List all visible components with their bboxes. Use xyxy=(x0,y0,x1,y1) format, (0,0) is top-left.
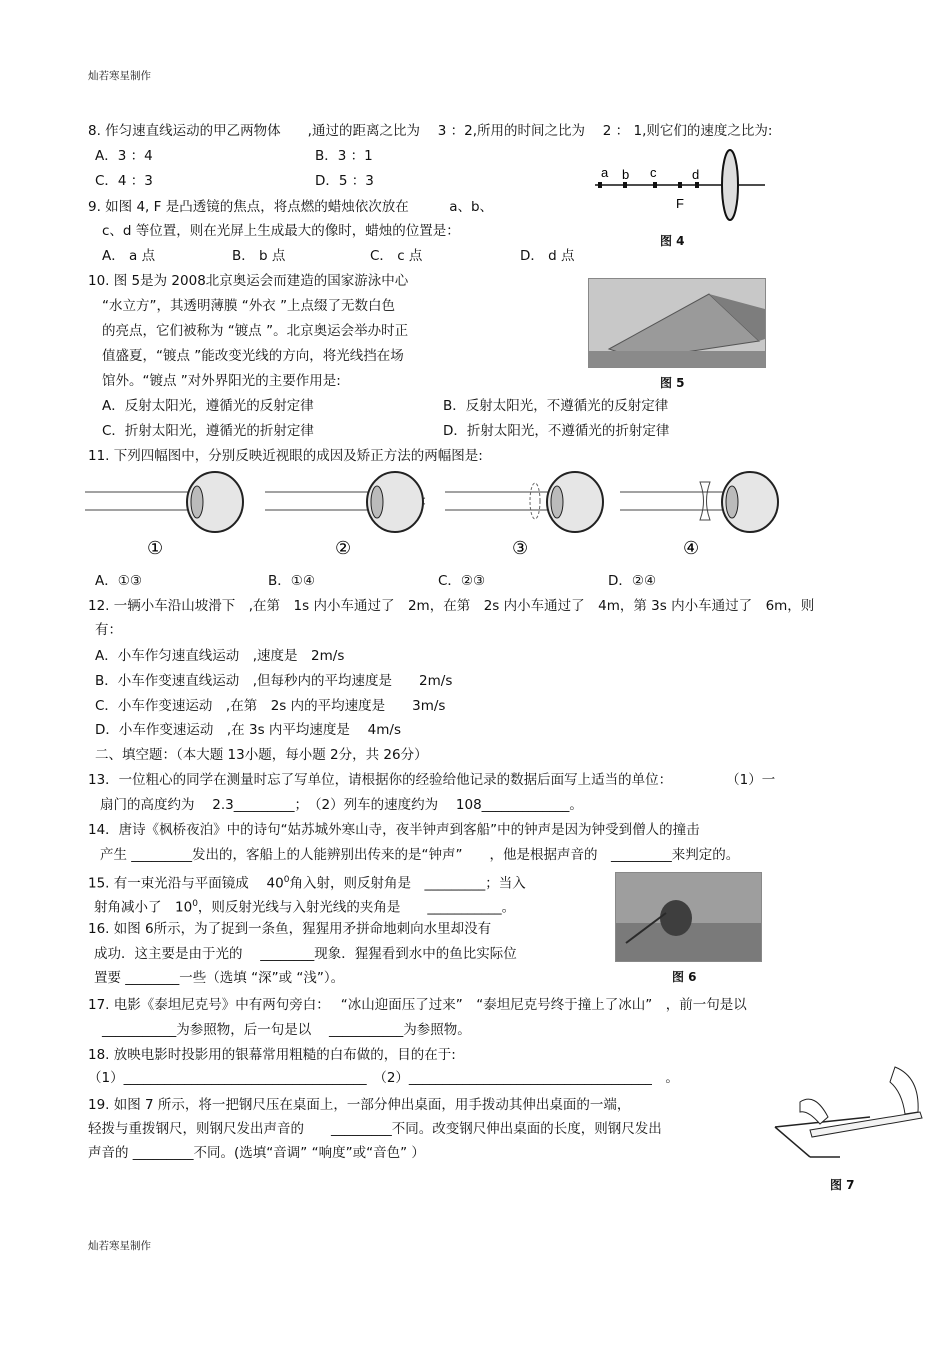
q10-option-d: D．折射太阳光，不遵循光的折射定律 xyxy=(443,423,670,439)
point-a-mark xyxy=(598,182,602,188)
q15-degree-sup-2: 0 xyxy=(192,899,198,909)
point-d-mark xyxy=(695,182,699,188)
figure-5-caption: 图 5 xyxy=(660,376,685,390)
q11-option-d: D．②④ xyxy=(608,573,657,589)
q15-line1 xyxy=(88,871,526,893)
q10-line2: “水立方”，其透明薄膜 “外衣 ”上点缀了无数白色 xyxy=(102,298,396,314)
q15-line1-part2: 角入射，则反射角是 _________；当入 xyxy=(289,875,526,892)
figure-7-ruler-on-desk xyxy=(770,1062,930,1172)
q14-line2: 产生 _________发出的，客船上的人能辨别出传来的是“钟声” ，他是根据声音的 _________来判定的。 xyxy=(100,847,740,863)
q16-line2: 成功．这主要是由于光的 ________现象．猩猩看到水中的鱼比实际位 xyxy=(94,946,517,962)
q19-line2: 轻拨与重拨钢尺，则钢尺发出声音的 _________不同。改变钢尺伸出桌面的长度，则钢尺发出 xyxy=(88,1121,662,1137)
label-d: d xyxy=(692,167,700,182)
eye-label-1: ① xyxy=(147,538,164,559)
figure-6-caption: 图 6 xyxy=(672,970,697,984)
q12-option-a: A．小车作匀速直线运动 ,速度是 2m/s xyxy=(95,648,345,664)
label-c: c xyxy=(650,165,657,180)
page-footer: 灿若寒星制作 xyxy=(88,1240,151,1252)
point-c-mark xyxy=(653,182,657,188)
figure-5-water-cube-photo xyxy=(588,278,766,368)
q9-line1: 9. 如图 4, F 是凸透镜的焦点，将点燃的蜡烛依次放在 a、b、 xyxy=(88,199,494,215)
q9-line2: c、d 等位置，则在光屏上生成最大的像时，蜡烛的位置是： xyxy=(102,223,460,239)
q11-option-b: B．①④ xyxy=(268,573,315,589)
page-header: 灿若寒星制作 xyxy=(88,70,151,82)
q9-option-c: C． c 点 xyxy=(370,248,423,264)
label-a: a xyxy=(601,165,609,180)
q10-line1: 10. 图 5是为 2008北京奥运会而建造的国家游泳中心 xyxy=(88,273,409,289)
q15-line1-part1: 15. 有一束光沿与平面镜成 40 xyxy=(88,875,284,892)
q16-line1: 16. 如图 6所示，为了捉到一条鱼，猩猩用矛拼命地刺向水里却没有 xyxy=(88,921,492,937)
q16-line3: 置要 ________一些（选填 “深”或 “浅”）。 xyxy=(94,970,345,986)
q12-stem-2: 有： xyxy=(95,622,122,638)
q8-option-c: C．4 ：3 xyxy=(95,173,153,189)
q11-option-a: A．①③ xyxy=(95,573,142,589)
figure-6-gorilla-photo xyxy=(615,872,762,962)
q10-option-b: B．反射太阳光，不遵循光的反射定律 xyxy=(443,398,669,414)
q9-option-d: D． d 点 xyxy=(520,248,575,264)
q15-line2 xyxy=(94,895,515,917)
q10-line5: 馆外。“镀点 ”对外界阳光的主要作用是: xyxy=(102,373,341,389)
eye-diagram-2 xyxy=(265,472,425,559)
q19-line3: 声音的 _________不同。(选填“音调” “响度”或“音色” ） xyxy=(88,1145,425,1161)
q9-option-b: B． b 点 xyxy=(232,248,286,264)
q12-stem: 12. 一辆小车沿山坡滑下 ,在第 1s 内小车通过了 2m，在第 2s 内小车通过了 4m，第 3s 内小车通过了 6m，则 xyxy=(88,598,815,614)
label-b: b xyxy=(622,167,630,182)
q18-line1: 18. 放映电影时投影用的银幕常用粗糙的白布做的，目的在于: xyxy=(88,1047,456,1063)
q10-line3: 的亮点，它们被称为 “镀点 ”。北京奥运会举办时正 xyxy=(102,323,409,339)
eye-label-3: ③ xyxy=(512,538,529,559)
q8-option-b: B．3 ：1 xyxy=(315,148,373,164)
figure-4-caption: 图 4 xyxy=(660,234,685,248)
q10-option-c: C．折射太阳光，遵循光的折射定律 xyxy=(102,423,314,439)
eye-diagram-4 xyxy=(620,472,778,559)
q13-line2: 扇门的高度约为 2.3_________； （2）列车的速度约为 108_____________。 xyxy=(100,797,583,813)
figure-7-caption: 图 7 xyxy=(830,1178,855,1192)
q10-option-a: A．反射太阳光，遵循光的反射定律 xyxy=(102,398,314,414)
q15-degree-sup-1: 0 xyxy=(283,875,290,885)
figure-eye-diagrams xyxy=(85,470,785,560)
q12-option-b: B．小车作变速直线运动 ,但每秒内的平均速度是 2m/s xyxy=(95,673,453,689)
q17-line2: ___________为参照物，后一句是以 ___________为参照物。 xyxy=(102,1022,471,1038)
q8-option-d: D．5 ：3 xyxy=(315,173,374,189)
q12-option-c: C．小车作变速运动 ,在第 2s 内的平均速度是 3m/s xyxy=(95,698,446,714)
eye-diagram-3 xyxy=(445,472,603,559)
eye-label-2: ② xyxy=(335,538,352,559)
point-b-mark xyxy=(623,182,627,188)
q8-stem: 8. 作匀速直线运动的甲乙两物体 ,通过的距离之比为 3 ：2,所用的时间之比为 2 ： 1,则它们的速度之比为: xyxy=(88,123,773,139)
q12-option-d: D．小车作变速运动 ,在 3s 内平均速度是 4m/s xyxy=(95,722,402,738)
eye-label-4: ④ xyxy=(683,538,700,559)
q14-line1: 14．唐诗《枫桥夜泊》中的诗句“姑苏城外寒山寺，夜半钟声到客船”中的钟声是因为钟受到僧人的撞击 xyxy=(88,822,700,838)
section-2-title: 二、填空题：（本大题 13小题，每小题 2分，共 26分） xyxy=(95,747,428,763)
q9-option-a: A． a 点 xyxy=(102,248,156,264)
label-f: F xyxy=(676,196,684,211)
q11-stem: 11. 下列四幅图中，分别反映近视眼的成因及矫正方法的两幅图是: xyxy=(88,448,483,464)
q17-line1: 17. 电影《泰坦尼克号》中有两句旁白： “冰山迎面压了过来” “泰坦尼克号终于撞上了冰山” ，前一句是以 xyxy=(88,997,747,1013)
q15-line2-part1: 射角减小了 10 xyxy=(94,899,193,916)
q13-line1: 13．一位粗心的同学在测量时忘了写单位，请根据你的经验给他记录的数据后面写上适当的单位： （1）一 xyxy=(88,772,776,788)
q11-option-c: C．②③ xyxy=(438,573,486,589)
point-f-mark xyxy=(678,182,682,188)
eye-diagram-1 xyxy=(85,472,243,559)
q15-line2-part2: ，则反射光线与入射光线的夹角是 ___________。 xyxy=(197,899,516,916)
q18-line2: （1）____________________________________ （2）____________________________________ 。 xyxy=(88,1070,679,1086)
convex-lens xyxy=(722,150,738,220)
q19-line1: 19. 如图 7 所示，将一把钢尺压在桌面上，一部分伸出桌面，用手拨动其伸出桌面的一端， xyxy=(88,1097,631,1113)
q8-option-a: A．3 ：4 xyxy=(95,148,153,164)
q10-line4: 值盛夏，“镀点 ”能改变光线的方向，将光线挡在场 xyxy=(102,348,404,364)
